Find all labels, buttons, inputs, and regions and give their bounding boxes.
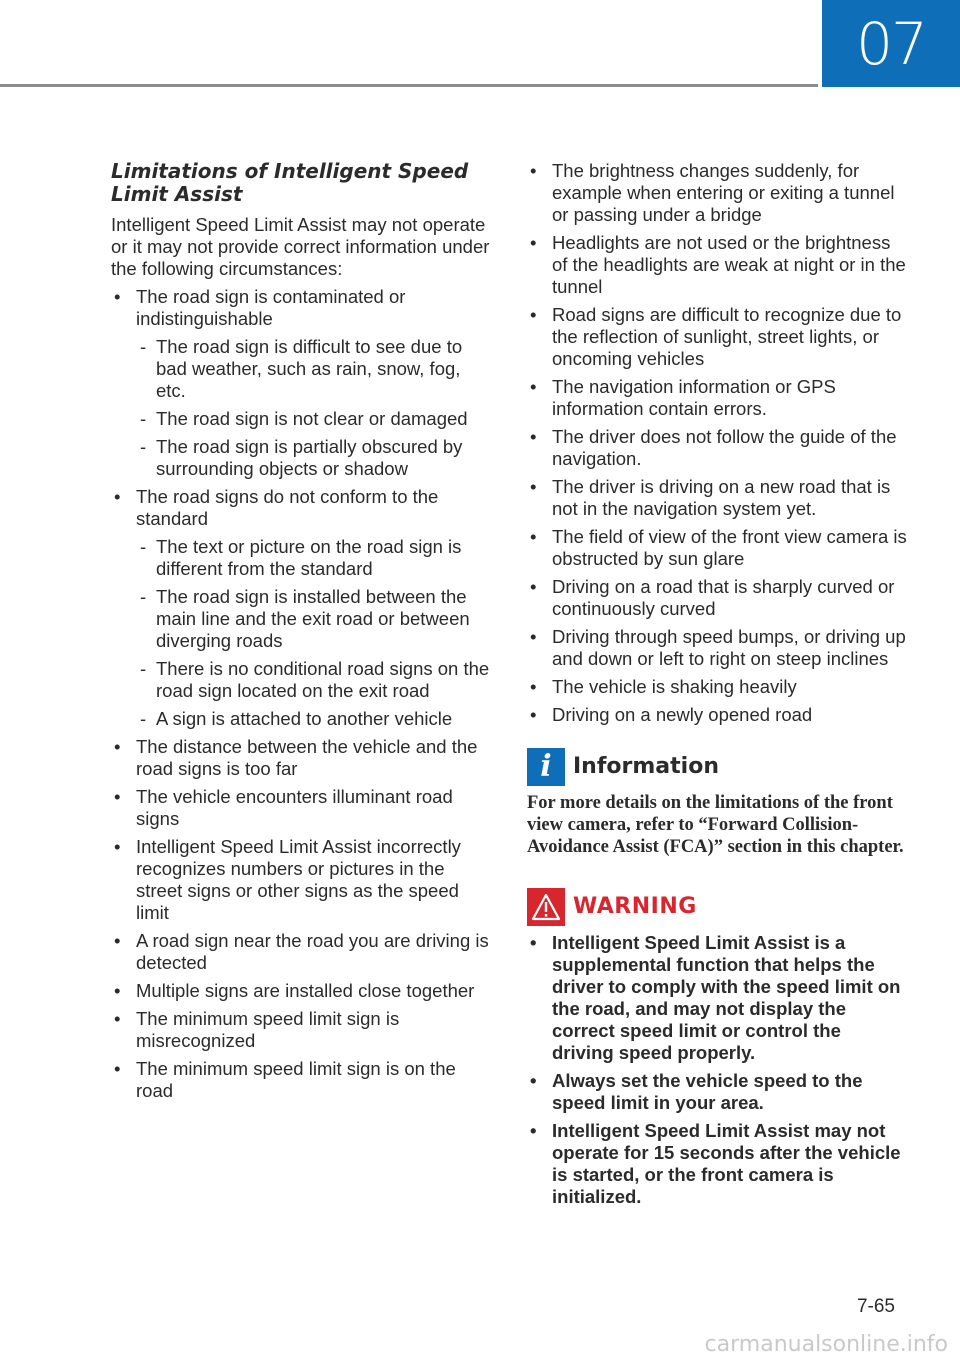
list-item: • The driver does not follow the guide of the navigation. — [527, 426, 907, 470]
list-item: • The field of view of the front view camera is obstructed by sun glare — [527, 526, 907, 570]
sub-list-item: - The road sign is installed between the main line and the exit road or between diverging roads — [136, 586, 491, 652]
intro-paragraph: Intelligent Speed Limit Assist may not operate or it may not provide correct information under the following circumstances: — [111, 214, 490, 279]
warning-header — [527, 888, 907, 926]
sub-list-item: - The text or picture on the road sign is different from the standard — [136, 536, 491, 580]
warning-list — [527, 932, 907, 1208]
chapter-number: 07 — [856, 9, 926, 78]
list-item: • Driving on a road that is sharply curved or continuously curved — [527, 576, 907, 620]
header-rule — [0, 84, 818, 87]
right-column — [527, 160, 907, 1214]
sub-list-item: - The road sign is difficult to see due to bad weather, such as rain, snow, fog, etc. — [136, 336, 491, 402]
limitations-list — [111, 286, 491, 1102]
sub-list-item: - A sign is attached to another vehicle — [136, 708, 491, 730]
watermark: carmanualsonline.info — [704, 1332, 948, 1357]
list-item: • The road sign is contaminated or indistinguishable - The road sign is difficult to see due to bad weather, such as rain, snow, fog, etc. - The road sign is not clear or damaged - The road sign is partially obscured by surrounding objects or shadow — [111, 286, 491, 480]
information-box — [527, 748, 907, 858]
left-column — [111, 160, 491, 1108]
information-title: Information — [573, 754, 719, 779]
list-item: • The vehicle is shaking heavily — [527, 676, 907, 698]
section-title: Limitations of Intelligent Speed Limit Assist — [111, 159, 469, 206]
sub-list — [136, 536, 491, 730]
info-icon: i — [527, 748, 565, 786]
list-item: • The minimum speed limit sign is on the road — [111, 1058, 491, 1102]
sub-list-item: - There is no conditional road signs on the road sign located on the exit road — [136, 658, 491, 702]
information-text: For more details on the limitations of the front view camera, refer to “Forward Collision-Avoidance Assist (FCA)” section in this chapter. — [527, 793, 904, 857]
list-item: • Intelligent Speed Limit Assist incorrectly recognizes numbers or pictures in the street signs or other signs as the speed limit — [111, 836, 491, 924]
sub-list-item: - The road sign is not clear or damaged — [136, 408, 491, 430]
warning-icon — [527, 888, 565, 926]
warning-item: • Always set the vehicle speed to the speed limit in your area. — [527, 1070, 907, 1114]
page-number: 7-65 — [856, 1296, 895, 1317]
warning-box — [527, 888, 907, 1208]
list-item: • The road signs do not conform to the standard - The text or picture on the road sign is different from the standard - The road sign is installed between the main line and the exit road or between diverging roads - There is no conditional road signs on the road sign located on the exit road - A sign is attached to another vehicle — [111, 486, 491, 730]
list-item: • The navigation information or GPS information contain errors. — [527, 376, 907, 420]
limitations-list-continued — [527, 160, 907, 726]
list-item: • The minimum speed limit sign is misrecognized — [111, 1008, 491, 1052]
list-item: • The brightness changes suddenly, for example when entering or exiting a tunnel or passing under a bridge — [527, 160, 907, 226]
information-header — [527, 748, 907, 786]
list-item: • The distance between the vehicle and the road signs is too far — [111, 736, 491, 780]
list-item: • Headlights are not used or the brightness of the headlights are weak at night or in the tunnel — [527, 232, 907, 298]
list-item: • A road sign near the road you are driving is detected — [111, 930, 491, 974]
list-item: • Driving on a newly opened road — [527, 704, 907, 726]
list-item: • Driving through speed bumps, or driving up and down or left to right on steep inclines — [527, 626, 907, 670]
list-item: • Multiple signs are installed close together — [111, 980, 491, 1002]
list-item: • Road signs are difficult to recognize due to the reflection of sunlight, street lights, or oncoming vehicles — [527, 304, 907, 370]
list-item: • The vehicle encounters illuminant road signs — [111, 786, 491, 830]
list-item: • The driver is driving on a new road that is not in the navigation system yet. — [527, 476, 907, 520]
warning-item: • Intelligent Speed Limit Assist is a supplemental function that helps the driver to comply with the speed limit on the road, and may not display the correct speed limit or control the driving speed properly. — [527, 932, 907, 1064]
chapter-tab — [822, 0, 960, 87]
warning-item: • Intelligent Speed Limit Assist may not operate for 15 seconds after the vehicle is started, or the front camera is initialized. — [527, 1120, 907, 1208]
sub-list-item: - The road sign is partially obscured by surrounding objects or shadow — [136, 436, 491, 480]
warning-title: WARNING — [573, 894, 697, 919]
sub-list — [136, 336, 491, 480]
